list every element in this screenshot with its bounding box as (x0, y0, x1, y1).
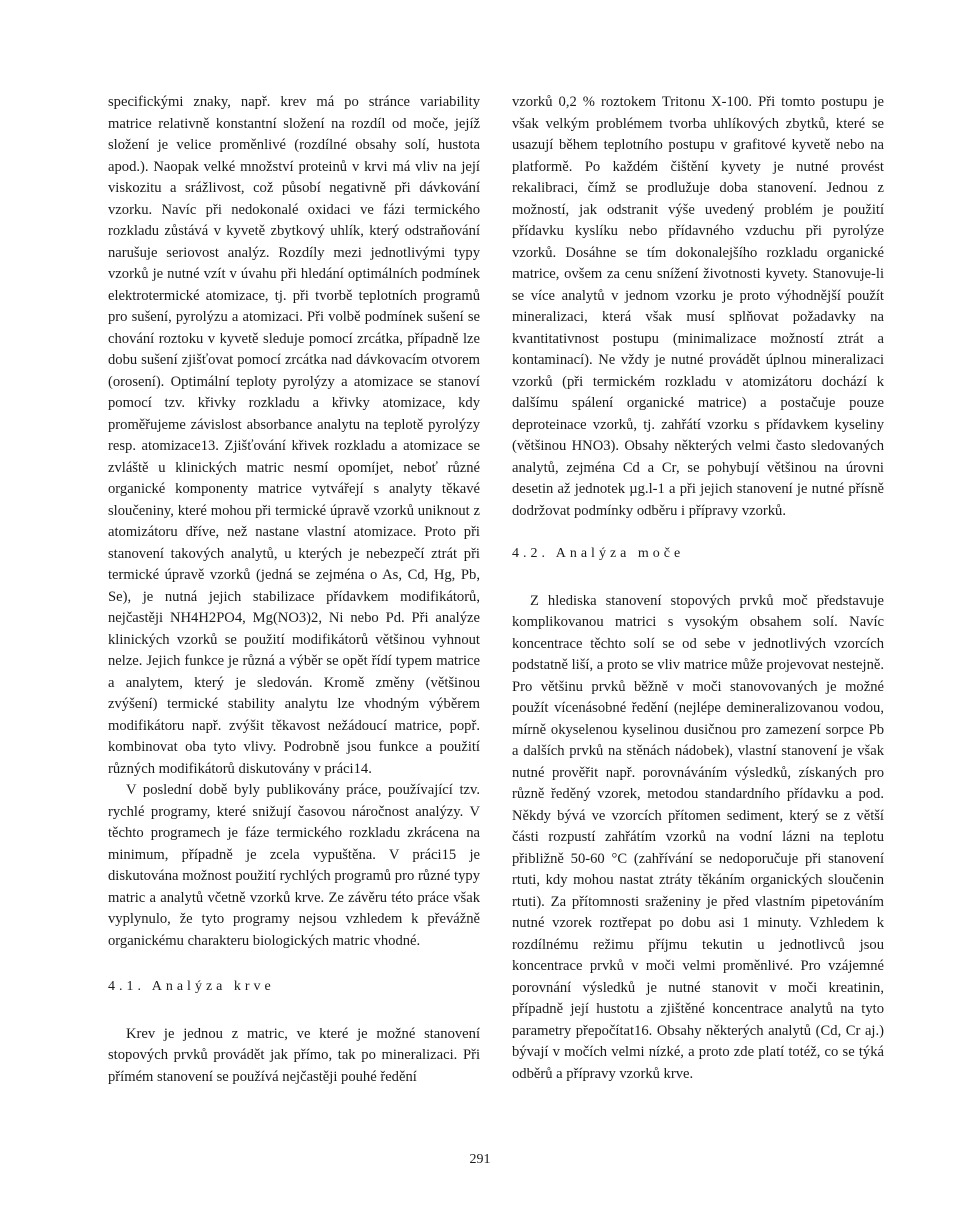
section-heading-urine: 4.2. Analýza moče (512, 546, 685, 561)
page-number: 291 (469, 1152, 491, 1167)
right-column (512, 92, 884, 1085)
right-paragraph-2: Z hlediska stanovení stopových prvků moč představuje komplikovanou matrici s vysokým obsahem solí. Navíc koncentrace těchto solí se od sebe v jednotlivých vzorcích podstatně liší, a proto se vliv matrice může projevovat nestejně. Pro většinu prvků běžně v moči stanovovaných je možné použít vícenásobné ředění (nejlépe demineralizovanou vodou, mírně okyselenou kyselinou dusičnou pro zamezení sorpce Pb a dalších prvků na stěnách nádobek), vlastní stanovení je však nutné prověřit např. porovnáváním výsledků, získaných pro různě ředěný vzorek, metodou standardního přídavku a pod. Někdy bývá ve vzorcích přítomen sediment, který se z větší části rozpustí zahřátím vzorků na vodní lázni na teplotu přibližně 50-60 °C (zahřívání se nedoporučuje při stanovení rtuti, kdy mohou nastat ztráty těkáním organických sloučenin rtuti). Za přítomnosti sraženiny je před vlastním pipetováním nutné vzorek roztřepat po dobu asi 1 minuty. Vzhledem k rozdílnému režimu příjmu tekutin u jednotlivců jsou koncentrace prvků v moči velmi proměnlivé. Pro vzájemné porovnání výsledků je nutné stanovit v moči kreatinin, případně její hustotu a zjištěné koncentrace analytů na tyto parametry přepočítat16. Obsahy některých analytů (Cd, Cr aj.) bývají v močích velmi nízké, a proto zde platí totéž, co se týká odběrů a přípravy vzorků krve. (512, 592, 884, 1082)
section-heading-blood: 4.1. Analýza krve (108, 979, 275, 994)
left-paragraph-3: Krev je jednou z matric, ve které je možné stanovení stopových prvků provádět jak přímo, tak po mineralizaci. Při přímém stanovení se používá nejčastěji pouhé ředění (108, 1025, 480, 1085)
left-paragraph-1: specifickými znaky, např. krev má po stránce variability matrice relativně konstantní složení na rozdíl od moče, jejíž složení je velice proměnlivé (rozdílné obsahy solí, hustota apod.). Naopak velké množství proteinů v krvi má vliv na její viskozitu a srážlivost, což působí negativně při dávkování vzorku. Navíc při nedokonalé oxidaci ve fázi termického rozkladu zůstává v kyvetě zbytkový uhlík, který odstraňování narušuje seriovost analýz. Rozdíly mezi jednotlivými typy vzorků je nutné vzít v úvahu při hledání optimálních podmínek elektrotermické atomizace, tj. při tvorbě teplotních programů pro sušení, pyrolýzu a atomizaci. Při volbě podmínek sušení se chování roztoku v kyvetě sleduje pomocí zrcátka, případně lze dobu sušení zjišťovat pomocí zrcátka nad dávkovacím otvorem (orosení). Optimální teploty pyrolýzy a atomizace se stanoví pomocí tzv. křivky rozkladu a křivky atomizace, kdy proměřujeme závislost absorbance analytu na teplotě pyrolýzy resp. atomizace13. Zjišťování křivek rozkladu a atomizace se zvláště u klinických matric nesmí opomíjet, neboť různé organické komponenty matrice vytvářejí s analyty těkavé sloučeniny, které mohou při termické úpravě vzorků uniknout z atomizátoru dříve, než nastane vlastní atomizace. Proto při stanovení takových analytů, u kterých je nebezpečí ztrát při termické úpravě vzorků (jedná se zejména o As, Cd, Hg, Pb, Se), je nutná jejich stabilizace přídavkem modifikátorů, nejčastěji NH4H2PO4, Mg(NO3)2, Ni nebo Pd. Při analýze klinických vzorků se použití modifikátorů většinou vyhnout nelze. Jejich funkce je různá a výběr se opět řídí typem matrice a analytem, který je sledován. Kromě změny (většinou zvýšení) termické stability analytu lze vhodným výběrem modifikátoru např. zvýšit těkavost nežádoucí matrice, popř. kombinovat oba tyto vlivy. Podrobně jsou funkce a použití různých modifikátorů diskutovány v práci14. (108, 94, 480, 777)
left-paragraph-2: V poslední době byly publikovány práce, používající tzv. rychlé programy, které snižují časovou náročnost analýzy. V těchto programech je fáze termického rozkladu zkrácena na minimum, případně je zcela vypuštěna. V práci15 je diskutována možnost použití rychlých programů pro různé typy matric a analytů včetně vzorků krve. Ze závěru této práce však vyplynulo, že tyto programy nejsou vzhledem k převážně organickému charakteru biologických matric vhodné. (108, 782, 480, 949)
left-column (108, 92, 480, 1088)
right-paragraph-1: vzorků 0,2 % roztokem Tritonu X-100. Při tomto postupu je však velkým problémem tvorba uhlíkových zbytků, které se usazují během teplotního postupu v grafitové kyvetě nebo na platformě. Po každém čištění kyvety je nutné provést rekalibraci, čímž se prodlužuje doba stanovení. Jednou z možností, jak odstranit výše uvedený problém je použití přídavku kyslíku nebo přídavného vzduchu při pyrolýze vzorků. Dosáhne se tím dokonalejšího rozkladu organické matrice, ovšem za cenu snížení životnosti kyvety. Stanovuje-li se více analytů v jednom vzorku je proto výhodnější použít mineralizaci, která však musí splňovat požadavky na kvantitativnost postupu (minimalizace možností ztrát a kontaminací). Ne vždy je nutné provádět úplnou mineralizaci vzorků (při termickém rozkladu v atomizátoru dochází k dalšímu spálení organické matrice) a postačuje pouze deproteinace vzorků, tj. zahřátí vzorku s přídavkem kyseliny (většinou HNO3). Obsahy některých velmi často sledovaných analytů, zejména Cd a Cr, se pohybují většinou na úrovni desetin až jednotek µg.l-1 a při jejich stanovení je nutné přísně dodržovat podmínky odběru i přípravy vzorků. (512, 94, 884, 519)
